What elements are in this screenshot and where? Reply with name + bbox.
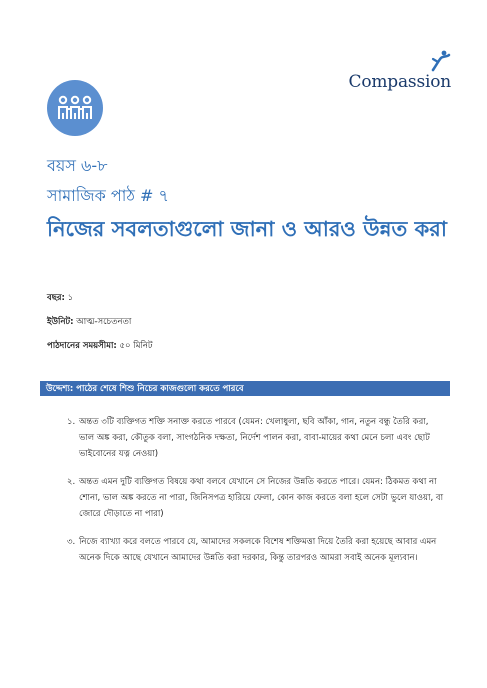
year-value: ১ xyxy=(67,293,74,303)
objectives-heading-text: উদ্দেশ্য: পাঠের শেষে শিশু নিচের কাজগুলো করতে পারবে xyxy=(46,383,244,394)
year-label: বছর: xyxy=(47,293,65,303)
objectives-heading xyxy=(40,381,450,396)
list-item xyxy=(67,474,445,522)
item-text: নিজে ব্যাখ্যা করে বলতে পারবে যে, আমাদের সকলকে বিশেষ শক্তিমত্তা দিয়ে তৈরি করা হয়েছে আবার এমন অনেক দিকে আছে যেখানে আমাদের উন্নতি করা দরকার, কিন্তু তারপরও আমরা সবাই অনেক মূল্যবান। xyxy=(79,537,437,563)
age-group: বয়স ৬-৮ xyxy=(47,156,108,175)
meta-duration xyxy=(47,339,153,353)
item-number: ২. xyxy=(67,477,76,487)
meta-year xyxy=(47,291,73,305)
meta-unit xyxy=(47,315,131,329)
item-text: অন্তত ৩টি ব্যক্তিগত শক্তি সনাক্ত করতে পারবে (যেমন: খেলাধুলা, ছবি আঁকা, গান, নতুন বন্ধু তৈরি করা, ভাল অঙ্ক করা, কৌতুক বলা, সাংগঠনিক দক্ষতা, নির্দেশ পালন করা, বাবা-মায়ের কথা মেনে চলা এবং ছোট ভাইবোনের যত্ন নেওয়া) xyxy=(79,417,430,459)
list-item xyxy=(67,534,445,566)
unit-value: আত্ম-সচেতনতা xyxy=(76,317,132,327)
lesson-label: সামাজিক পাঠ # ৭ xyxy=(47,186,169,205)
duration-label: পাঠদানের সময়সীমা: xyxy=(47,341,117,351)
compassion-logo xyxy=(349,50,451,92)
brand-name: Compassion xyxy=(348,72,451,92)
unit-label: ইউনিট: xyxy=(47,317,74,327)
objectives-list xyxy=(67,414,445,578)
leaping-figure-icon xyxy=(429,50,451,72)
item-number: ১. xyxy=(67,417,76,427)
item-number: ৩. xyxy=(67,537,76,547)
duration-value: ৫০ মিনিট xyxy=(119,341,153,351)
page-title: নিজের সবলতাগুলো জানা ও আরও উন্নত করা xyxy=(47,217,447,241)
people-group-badge xyxy=(47,80,103,136)
people-group-icon xyxy=(56,95,94,121)
list-item xyxy=(67,414,445,462)
item-text: অন্তত এমন দুটি ব্যক্তিগত বিষয়ে কথা বলবে যেখানে সে নিজের উন্নতি করতে পারে। যেমন: ঠিকমত কথা না শোনা, ভাল অঙ্ক করতে না পারা, জিনিসপত্র হারিয়ে ফেলা, কোন কাজ করতে বলা হলে সেটা ভুলে যাওয়া, বা জোরে দৌড়াতে না পারা) xyxy=(79,477,444,519)
